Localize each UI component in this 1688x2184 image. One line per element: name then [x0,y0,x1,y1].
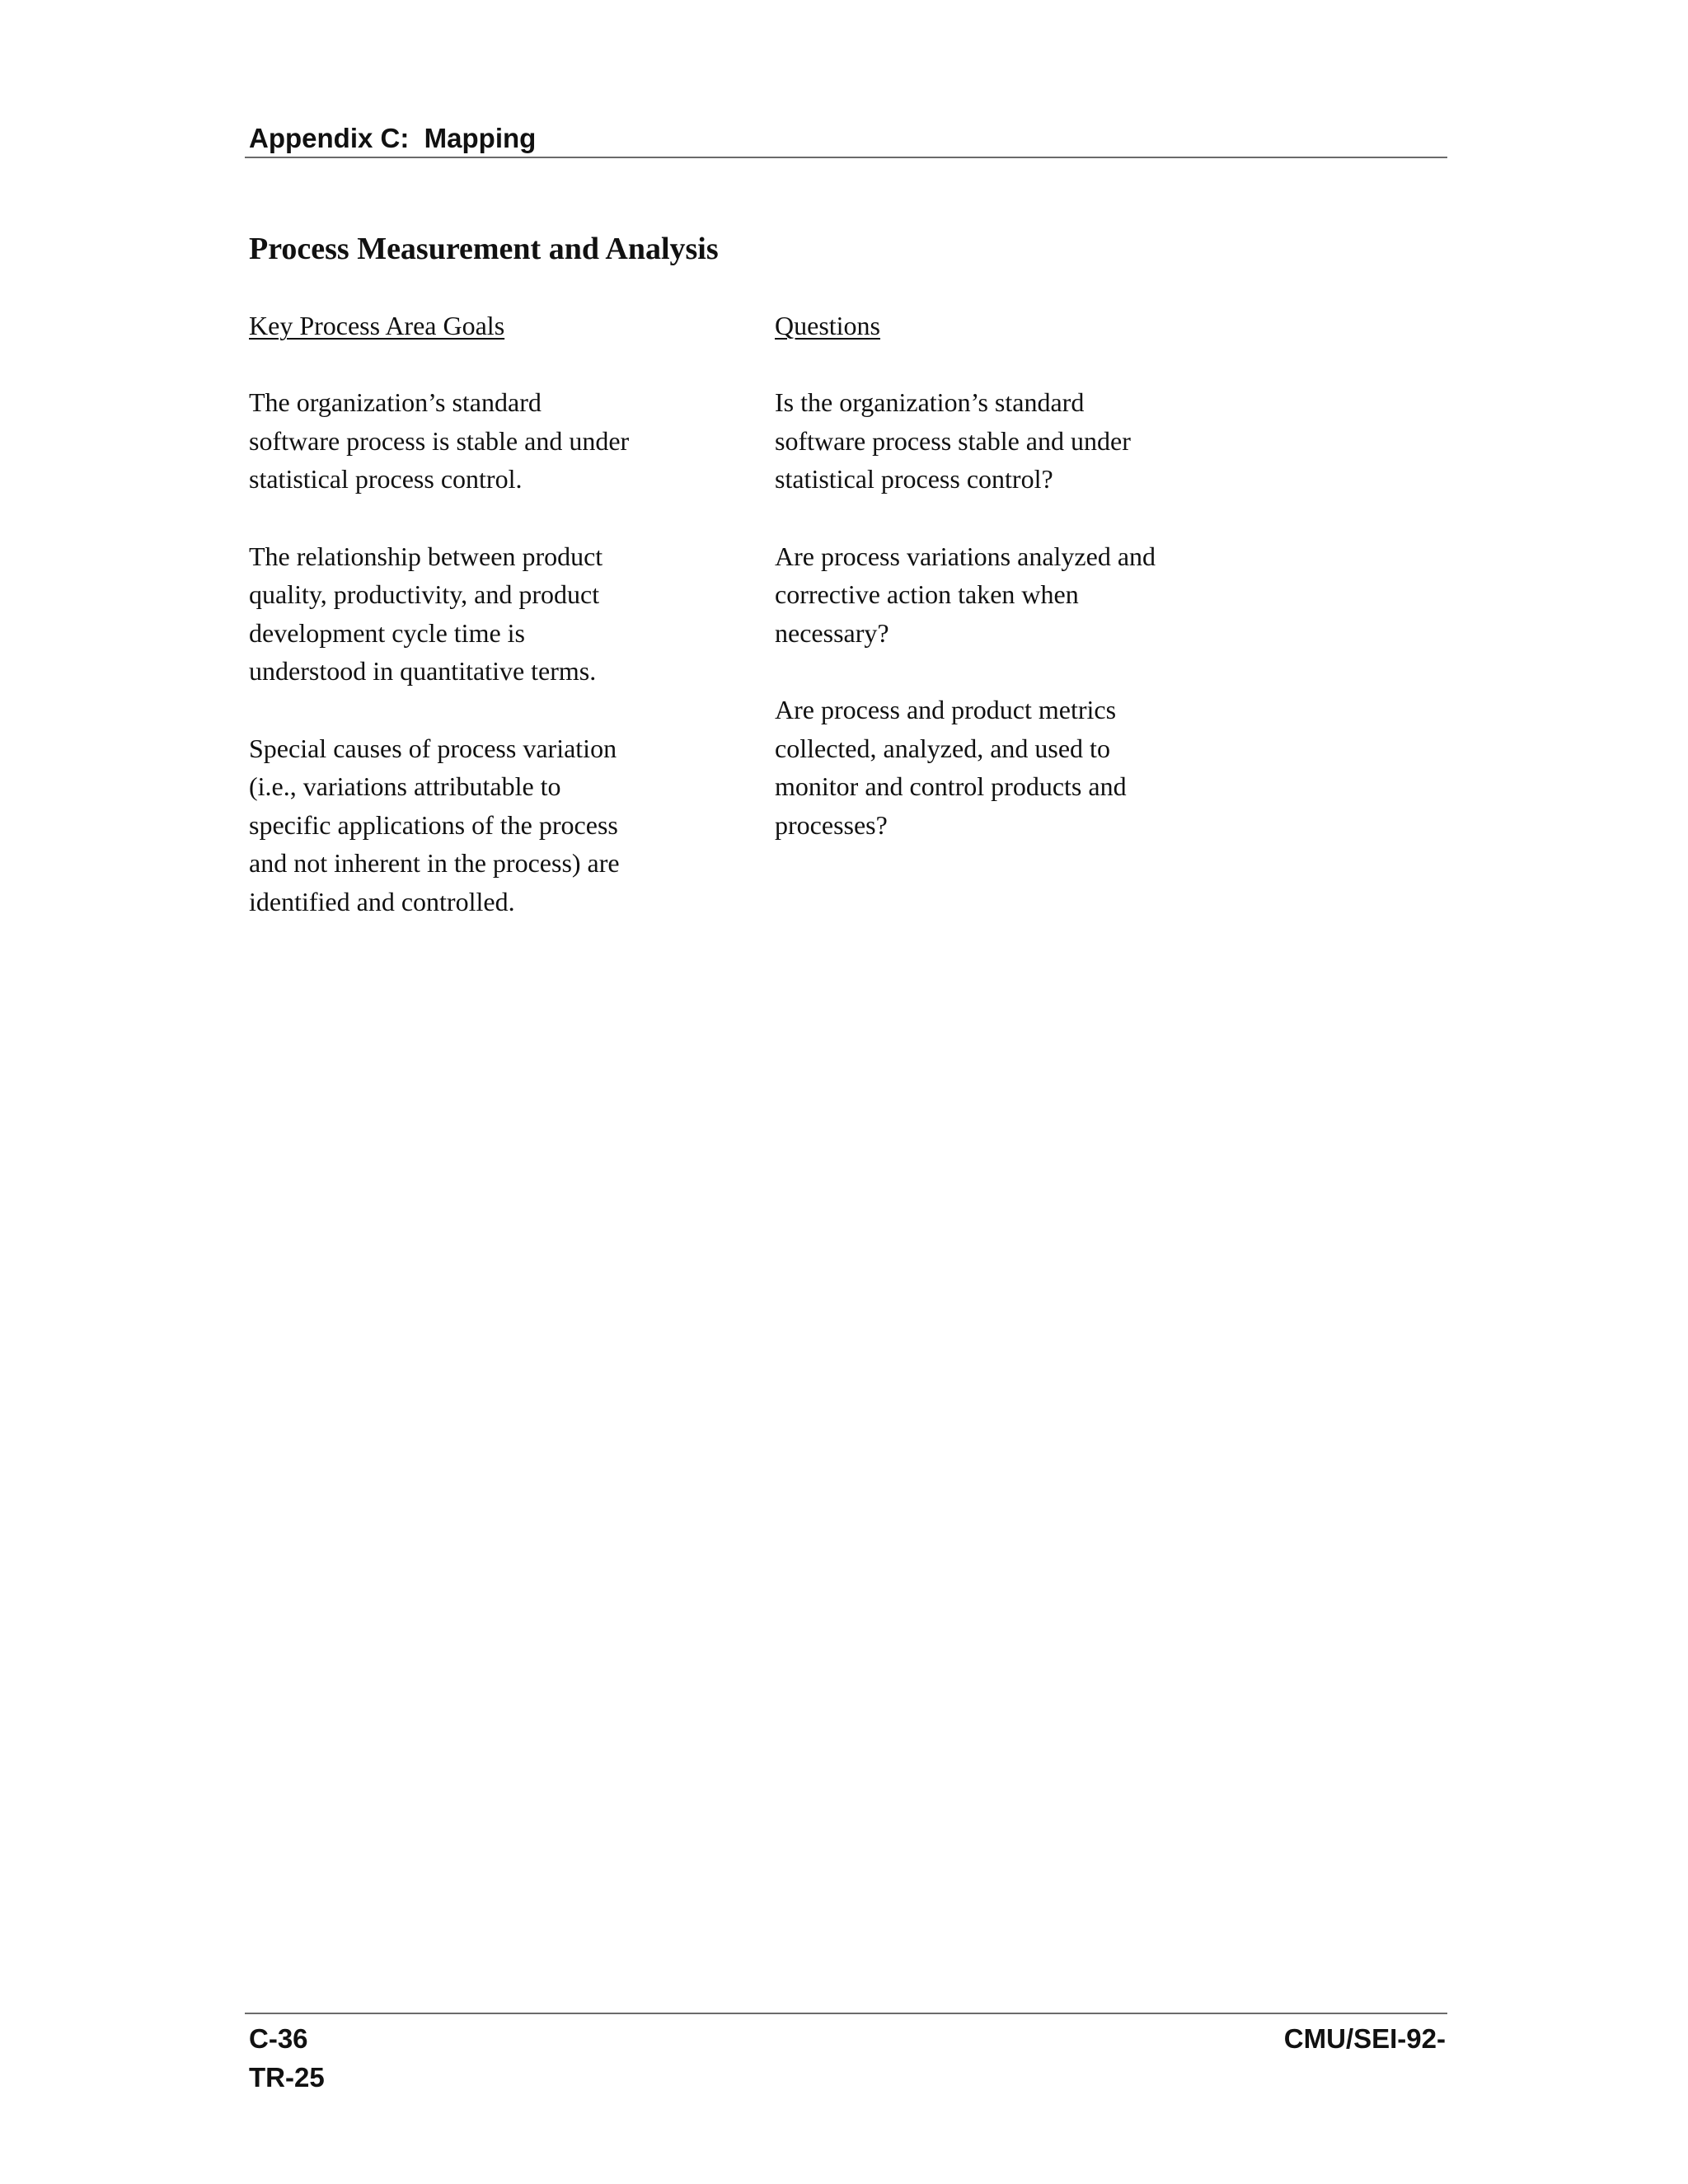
report-id: CMU/SEI-92- [1283,2023,1446,2054]
goal-line: identified and controlled. [249,886,515,916]
goal-line: Special causes of process variation [249,733,617,763]
header-rule [245,157,1447,158]
question-item [775,691,1236,844]
questions-column-heading: Questions [775,311,880,340]
goal-line: quality, productivity, and product [249,579,600,610]
goal-line: development cycle time is [249,617,525,648]
goals-column-heading: Key Process Area Goals [249,311,505,340]
question-line: collected, analyzed, and used to [775,733,1110,763]
page-number: C-36 [249,2023,308,2054]
goals-column [249,307,710,959]
question-line: monitor and control products and [775,771,1127,802]
goal-item [249,383,710,499]
goal-line: specific applications of the process [249,809,618,840]
question-line: software process stable and under [775,425,1131,456]
goal-item [249,729,710,921]
goal-item [249,537,710,691]
question-line: necessary? [775,617,889,648]
question-line: Is the organization’s standard [775,387,1085,418]
goal-line: and not inherent in the process) are [249,848,620,879]
question-line: corrective action taken when [775,579,1079,610]
goal-line: (i.e., variations attributable to [249,771,561,802]
question-line: Are process variations analyzed and [775,541,1156,571]
footer-rule [245,2013,1447,2014]
goal-line: understood in quantitative terms. [249,656,597,687]
goal-line: The relationship between product [249,541,603,571]
question-item [775,537,1236,653]
questions-column [775,307,1236,883]
goal-line: statistical process control. [249,464,523,494]
goal-line: The organization’s standard [249,387,542,418]
question-line: processes? [775,809,888,840]
footer-left [249,2019,325,2097]
section-title: Process Measurement and Analysis [249,232,719,266]
question-line: statistical process control? [775,464,1053,494]
running-header-title: Appendix C: Mapping [249,123,537,153]
goal-line: software process is stable and under [249,425,630,456]
question-item [775,383,1236,499]
report-id-suffix: TR-25 [249,2062,325,2093]
question-line: Are process and product metrics [775,694,1117,724]
